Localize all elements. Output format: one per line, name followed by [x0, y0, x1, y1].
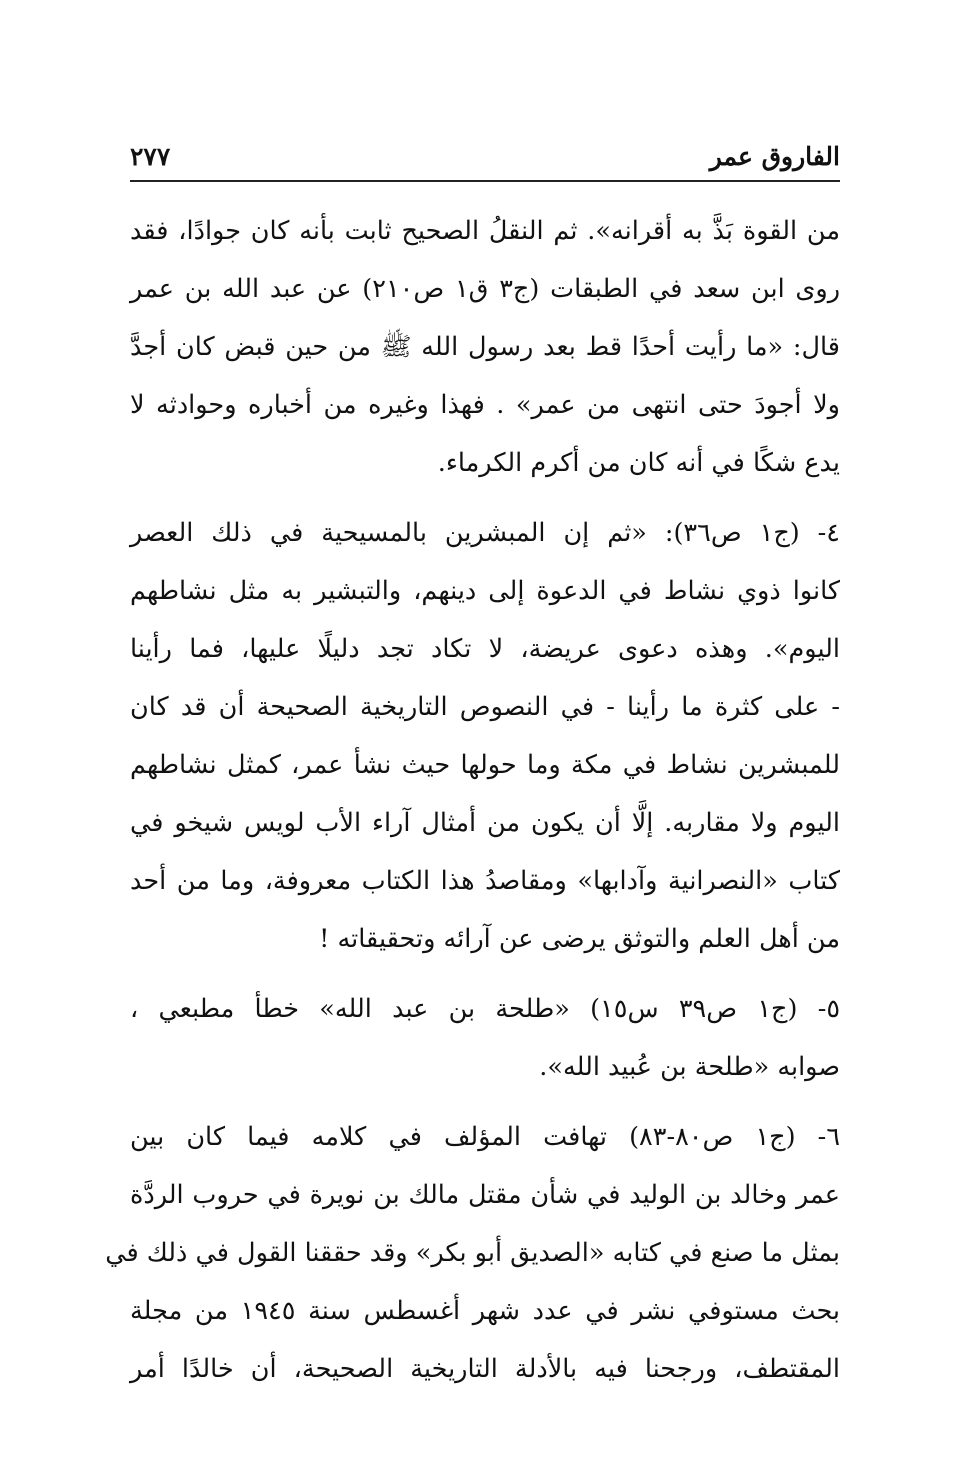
- paragraph-4: [105, 1108, 841, 1398]
- text-line: ولا أجودَ حتى انتهى من عمر» . فهذا وغيره من أخباره وحوادثه لا: [130, 390, 840, 420]
- text-line: روى ابن سعد في الطبقات (ج٣ ق١ ص٢١٠) عن عبد الله بن عمر: [130, 274, 841, 304]
- text-line: - على كثرة ما رأينا - في النصوص التاريخية الصحيحة أن قد كان: [130, 692, 840, 722]
- text-line: يدع شكًا في أنه كان من أكرم الكرماء.: [437, 448, 840, 478]
- text-line: كتاب «النصرانية وآدابها» ومقاصدُ هذا الكتاب معروفة، وما من أحد: [130, 866, 840, 896]
- text-line: للمبشرين نشاط في مكة وما حولها حيث نشأ عمر، كمثل نشاطهم: [130, 750, 840, 780]
- text-line: ٦- (ج١ ص٨٠-٨٣) تهافت المؤلف في كلامه فيما كان بين: [130, 1122, 841, 1152]
- text-line: قال: «ما رأيت أحدًا قط بعد رسول الله ﷺ من حين قبض كان أجدَّ: [130, 332, 840, 362]
- page-number: ٢٧٧: [130, 141, 171, 171]
- text-line: من القوة بَذَّ به أقرانه». ثم النقلُ الصحيح ثابت بأنه كان جوادًا، فقد: [130, 216, 840, 246]
- paragraph-2: [130, 504, 840, 968]
- body-text: [105, 202, 841, 1398]
- running-header: [130, 136, 840, 176]
- running-title: الفاروق عمر: [709, 141, 840, 171]
- paragraph-3: [130, 980, 840, 1096]
- text-line: عمر وخالد بن الوليد في شأن مقتل مالك بن نويرة في حروب الردَّة: [130, 1180, 840, 1210]
- text-line: كانوا ذوي نشاط في الدعوة إلى دينهم، والتبشير به مثل نشاطهم: [130, 576, 840, 606]
- header-rule: [130, 180, 840, 182]
- text-line: اليوم». وهذه دعوى عريضة، لا تكاد تجد دليلًا عليها، فما رأينا: [130, 634, 840, 664]
- text-line: ٤- (ج١ ص٣٦): «ثم إن المبشرين بالمسيحية في ذلك العصر: [130, 518, 840, 548]
- text-line: من أهل العلم والتوثق يرضى عن آرائه وتحقيقاته !: [319, 924, 840, 954]
- text-line: بحث مستوفي نشر في عدد شهر أغسطس سنة ١٩٤٥ من مجلة: [130, 1296, 840, 1326]
- text-line: بمثل ما صنع في كتابه «الصديق أبو بكر» وقد حققنا القول في ذلك في: [105, 1238, 840, 1268]
- paragraph-1: [130, 202, 840, 492]
- text-line: ٥- (ج١ ص٣٩ س١٥) «طلحة بن عبد الله» خطأ مطبعي ،: [130, 994, 841, 1024]
- text-line: صوابه «طلحة بن عُبيد الله».: [539, 1052, 840, 1082]
- text-line: اليوم ولا مقاربه. إلَّا أن يكون من أمثال آراء الأب لويس شيخو في: [130, 808, 840, 838]
- text-line: المقتطف، ورجحنا فيه بالأدلة التاريخية الصحيحة، أن خالدًا أمر: [130, 1354, 840, 1384]
